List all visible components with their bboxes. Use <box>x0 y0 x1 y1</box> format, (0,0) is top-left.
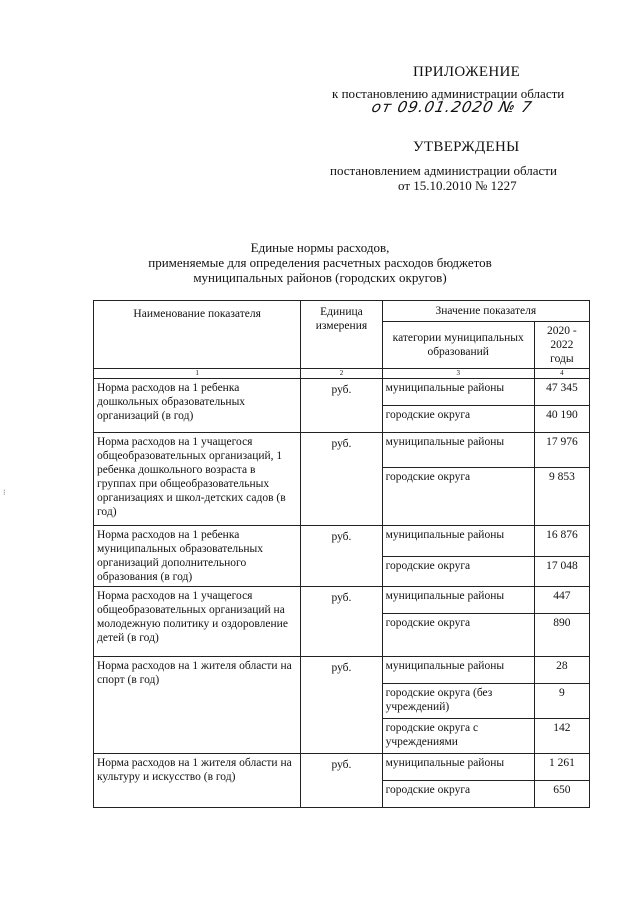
indicator-name: Норма расходов на 1 учащегося общеобразовательных организаций, 1 ребенка дошкольного возраста в группах при общеобразовательных организациях и школ-детских садов (в год) <box>94 433 301 526</box>
norm-value: 9 853 <box>534 468 589 526</box>
approved-title: УТВЕРЖДЕНЫ <box>413 139 520 155</box>
indicator-unit: руб. <box>301 433 382 526</box>
norm-value: 142 <box>534 719 589 754</box>
norm-value: 1 261 <box>534 754 589 781</box>
document-title-line-3: муниципальных районов (городских округов) <box>193 270 447 285</box>
document-title <box>110 240 530 285</box>
column-numbers-row <box>94 369 590 379</box>
table-row <box>94 526 590 557</box>
appendix-subtitle: к постановлению администрации области <box>332 86 565 101</box>
header-years: 2020 - 2022 годы <box>534 322 589 369</box>
municipality-category: муниципальные районы <box>382 526 534 557</box>
norm-value: 890 <box>534 614 589 657</box>
header-unit: Единица измерения <box>301 301 382 369</box>
municipality-category: городские округа <box>382 468 534 526</box>
document-title-line-1: Единые нормы расходов, <box>250 240 390 255</box>
norm-value: 40 190 <box>534 406 589 433</box>
norm-value: 17 976 <box>534 433 589 468</box>
indicator-name: Норма расходов на 1 ребенка муниципальных образовательных организаций дополнительного образования (в год) <box>94 526 301 587</box>
indicator-unit: руб. <box>301 657 382 754</box>
municipality-category: муниципальные районы <box>382 657 534 684</box>
indicator-name: Норма расходов на 1 жителя области на культуру и искусство (в год) <box>94 754 301 808</box>
municipality-category: городские округа <box>382 781 534 808</box>
appendix-title: ПРИЛОЖЕНИЕ <box>413 64 521 80</box>
table-row <box>94 657 590 684</box>
approved-line-2: от 15.10.2010 № 1227 <box>398 178 517 193</box>
table-row <box>94 379 590 406</box>
column-number: 2 <box>301 369 382 379</box>
indicator-unit: руб. <box>301 526 382 587</box>
municipality-category: муниципальные районы <box>382 587 534 614</box>
approved-line-1: постановлением администрации области <box>330 163 557 178</box>
norm-value: 28 <box>534 657 589 684</box>
table-row <box>94 587 590 614</box>
norm-value: 9 <box>534 684 589 719</box>
municipality-category: городские округа <box>382 556 534 587</box>
norm-value: 47 345 <box>534 379 589 406</box>
table-row <box>94 433 590 468</box>
table-row <box>94 754 590 781</box>
municipality-category: муниципальные районы <box>382 379 534 406</box>
norm-value: 650 <box>534 781 589 808</box>
municipality-category: городские округа <box>382 614 534 657</box>
document-title-line-2: применяемые для определения расчетных расходов бюджетов <box>148 255 492 270</box>
norm-value: 447 <box>534 587 589 614</box>
indicator-unit: руб. <box>301 754 382 808</box>
indicator-name: Норма расходов на 1 учащегося общеобразовательных организаций на молодежную политику и оздоровление детей (в год) <box>94 587 301 657</box>
column-number: 3 <box>382 369 534 379</box>
indicator-unit: руб. <box>301 587 382 657</box>
municipality-category: городские округа с учреждениями <box>382 719 534 754</box>
indicator-unit: руб. <box>301 379 382 433</box>
header-name: Наименование показателя <box>94 301 301 369</box>
handwritten-date-number: от 09.01.2020 № 7 <box>370 98 535 116</box>
municipality-category: муниципальные районы <box>382 754 534 781</box>
header-category: категории муниципальных образований <box>382 322 534 369</box>
indicator-name: Норма расходов на 1 жителя области на спорт (в год) <box>94 657 301 754</box>
municipality-category: городские округа (без учреждений) <box>382 684 534 719</box>
indicator-name: Норма расходов на 1 ребенка дошкольных образовательных организаций (в год) <box>94 379 301 433</box>
municipality-category: муниципальные районы <box>382 433 534 468</box>
norm-value: 16 876 <box>534 526 589 557</box>
norm-value: 17 048 <box>534 556 589 587</box>
margin-mark: ⁝ <box>3 488 6 497</box>
header-value: Значение показателя <box>382 301 589 322</box>
column-number: 4 <box>534 369 589 379</box>
municipality-category: городские округа <box>382 406 534 433</box>
column-number: 1 <box>94 369 301 379</box>
norms-table <box>93 300 590 808</box>
